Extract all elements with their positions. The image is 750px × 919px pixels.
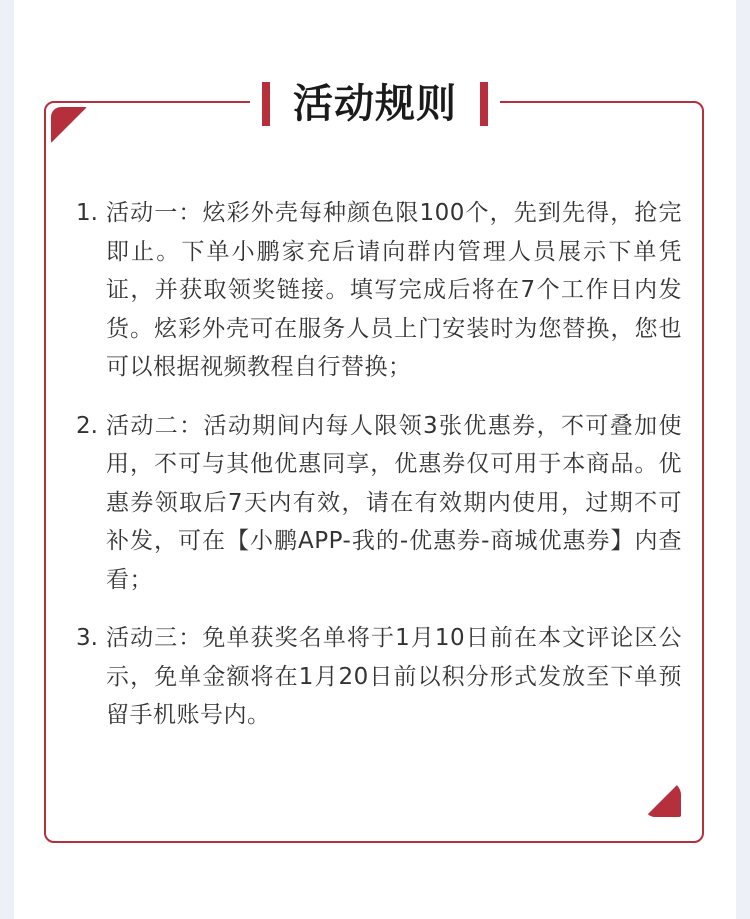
title-bar-right: [480, 82, 488, 126]
rule-item-1: [76, 194, 682, 387]
rule-text: 活动一：炫彩外壳每种颜色限100个，先到先得，抢完即止。下单小鹏家充后请向群内管理人员展示下单凭证，并获取领奖链接。填写完成后将在7个工作日内发货。炫彩外壳可在服务人员上门安装时为您替换，您也可以根据视频教程自行替换；: [106, 200, 682, 380]
rule-item-3: [76, 619, 682, 735]
rule-item-2: [76, 407, 682, 600]
rule-number: 1.: [76, 200, 98, 226]
rules-title-block: [250, 72, 500, 132]
rules-list: [76, 194, 682, 755]
rule-number: 2.: [76, 412, 98, 439]
rule-text: 活动三：免单获奖名单将于1月10日前在本文评论区公示，免单金额将在1月20日前以积分形式发放至下单预留手机账号内。: [106, 625, 682, 728]
title-bar-left: [262, 82, 270, 126]
page-title: 活动规则: [293, 81, 457, 127]
rule-number: 3.: [76, 625, 98, 651]
rule-text: 活动二：活动期间内每人限领3张优惠券，不可叠加使用，不可与其他优惠同享，优惠券仅可用于本商品。优惠券领取后7天内有效，请在有效期内使用，过期不可补发，可在【小鹏APP-我的-优惠券-商城优惠券】内查看；: [106, 412, 682, 593]
